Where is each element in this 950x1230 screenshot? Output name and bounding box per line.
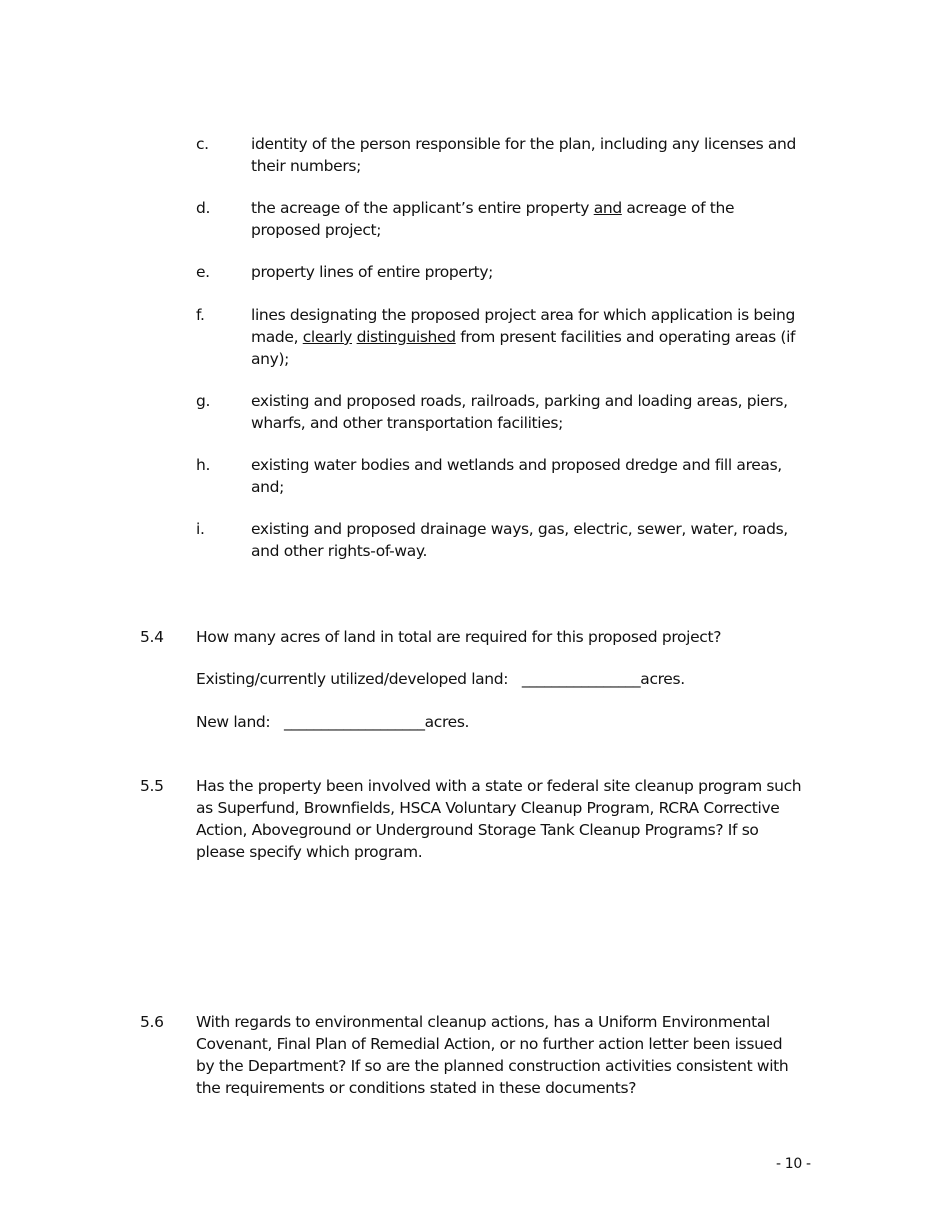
question-number: 5.6 — [140, 1013, 164, 1031]
new-land-field[interactable] — [196, 711, 469, 733]
list-letter: d. — [196, 199, 211, 217]
question-text: How many acres of land in total are required for this proposed project? — [196, 628, 722, 646]
list-text: existing and proposed drainage ways, gas, electric, sewer, water, roads, and other rights-of-way. — [251, 520, 788, 560]
question-number: 5.4 — [140, 628, 164, 646]
existing-land-field[interactable] — [196, 668, 685, 690]
list-item-i — [196, 518, 804, 562]
list-letter: c. — [196, 135, 209, 153]
underlined-word: clearly — [302, 328, 352, 346]
list-letter: f. — [196, 306, 205, 324]
list-letter: h. — [196, 456, 211, 474]
new-land-unit: acres. — [424, 713, 470, 731]
question-number: 5.5 — [140, 777, 164, 795]
list-text: existing water bodies and wetlands and proposed dredge and fill areas, and; — [251, 456, 782, 496]
question-text: With regards to environmental cleanup actions, has a Uniform Environmental Covenant, Final Plan of Remedial Action, or no further action letter been issued by the Department? If so are the planned construction activities consistent with the requirements or conditions stated in these documents? — [196, 1013, 789, 1097]
list-item-c — [196, 133, 804, 177]
question-5-5 — [140, 775, 804, 863]
new-land-label: New land: — [196, 713, 285, 731]
list-item-e — [196, 261, 804, 283]
list-item-g — [196, 390, 804, 434]
list-item-f — [196, 304, 804, 370]
question-5-4 — [140, 626, 804, 648]
page-number: - 10 - — [776, 1156, 811, 1172]
question-5-6 — [140, 1011, 804, 1099]
list-text: identity of the person responsible for the plan, including any licenses and their numbers; — [251, 135, 797, 175]
list-letter: g. — [196, 392, 211, 410]
list-text: existing and proposed roads, railroads, parking and loading areas, piers, wharfs, and other transportation facilities; — [251, 392, 788, 432]
list-letter: i. — [196, 520, 205, 538]
list-text: the acreage of the applicant’s entire property and acreage of the proposed project; — [251, 199, 735, 239]
list-item-h — [196, 454, 804, 498]
list-item-d — [196, 197, 804, 241]
existing-land-blank[interactable]: ________________ — [521, 670, 641, 688]
existing-land-label: Existing/currently utilized/developed land: — [196, 670, 522, 688]
underlined-word: and — [593, 199, 622, 217]
list-text: lines designating the proposed project area for which application is being made, clearly distinguished from present facilities and operating areas (if any); — [251, 306, 796, 368]
list-letter: e. — [196, 263, 210, 281]
new-land-blank[interactable]: ___________________ — [284, 713, 425, 731]
question-text: Has the property been involved with a state or federal site cleanup program such as Superfund, Brownfields, HSCA Voluntary Cleanup Program, RCRA Corrective Action, Aboveground or Underground Storage Tank Cleanup Programs? If so please specify which program. — [196, 777, 802, 861]
existing-land-unit: acres. — [640, 670, 685, 688]
list-text: property lines of entire property; — [251, 263, 494, 281]
underlined-word: distinguished — [356, 328, 456, 346]
